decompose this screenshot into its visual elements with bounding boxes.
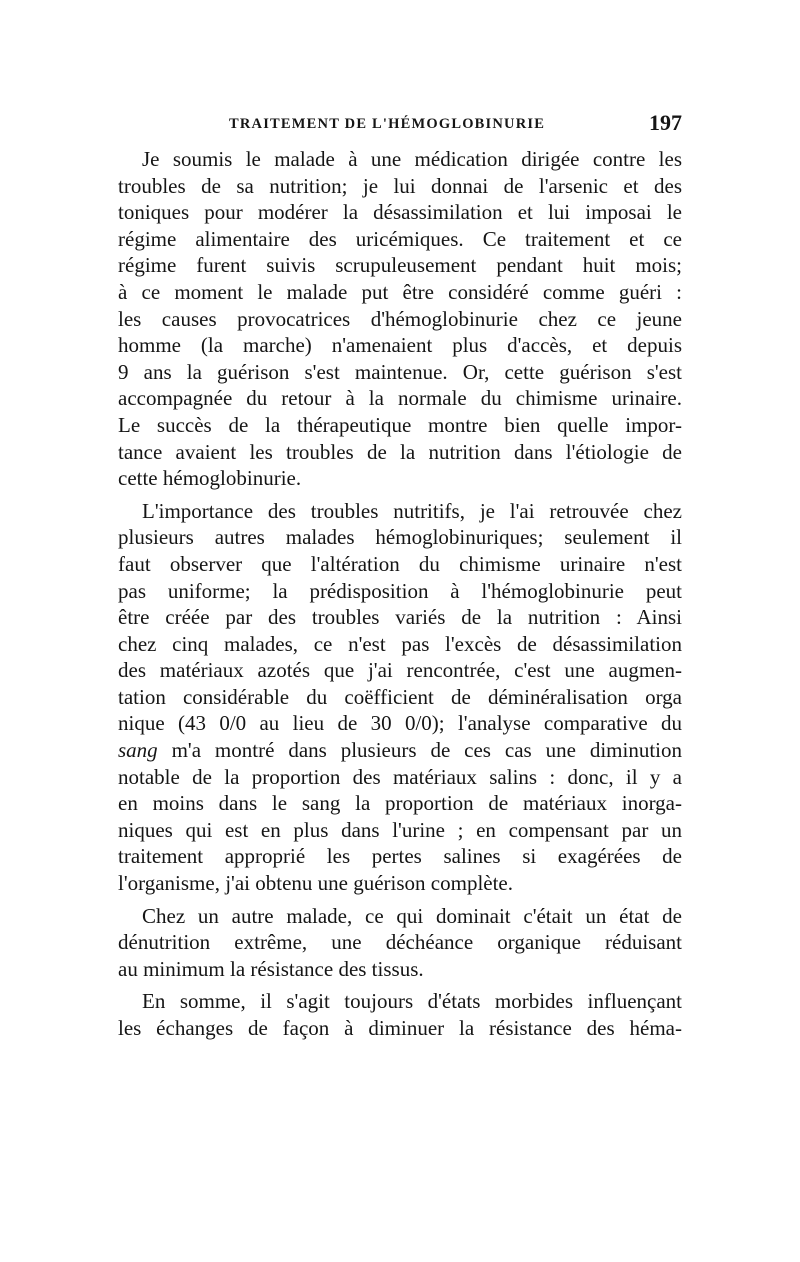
text-line: 9 ans la guérison s'est maintenue. Or, cette guérison s'est (118, 359, 682, 384)
text-line: les causes provocatrices d'hémoglobinurie chez ce jeune (118, 306, 682, 331)
text-line: faut observer que l'altération du chimisme urinaire n'est (118, 551, 682, 576)
paragraph-1 (118, 146, 682, 492)
paragraph-3 (118, 903, 682, 983)
text-line: l'organisme, j'ai obtenu une guérison complète. (118, 871, 514, 896)
paragraph-4 (118, 988, 682, 1041)
text-line: cette hémoglobinurie. (118, 466, 302, 491)
book-page (118, 112, 682, 1042)
text-line: tation considérable du coëfficient de déminéralisation orga (118, 684, 682, 709)
text-line: pas uniforme; la prédisposition à l'hémoglobinurie peut (118, 578, 682, 603)
text-line: niques qui est en plus dans l'urine ; en compensant par un (118, 817, 682, 842)
text-line: en moins dans le sang la proportion de matériaux inorga- (118, 791, 682, 816)
text-line: les échanges de façon à diminuer la résistance des héma- (118, 1016, 682, 1040)
text-line: L'importance des troubles nutritifs, je l'ai retrouvée chez (142, 498, 682, 523)
text-line: traitement approprié les pertes salines si exagérées de (118, 844, 682, 869)
text-line: au minimum la résistance des tissus. (118, 956, 424, 981)
text-line: dénutrition extrême, une déchéance organique réduisant (118, 930, 682, 955)
text-line: régime alimentaire des uricémiques. Ce traitement et ce (118, 226, 682, 251)
text-line: chez cinq malades, ce n'est pas l'excès de désassimilation (118, 631, 682, 656)
text-line: troubles de sa nutrition; je lui donnai de l'arsenic et des (118, 173, 682, 198)
text-line: être créée par des troubles variés de la nutrition : Ainsi (118, 605, 682, 630)
text-line: toniques pour modérer la désassimilation et lui imposai le (118, 200, 682, 225)
text-line: régime furent suivis scrupuleusement pendant huit mois; (118, 253, 682, 278)
text-line: Chez un autre malade, ce qui dominait c'était un état de (142, 903, 682, 928)
paragraph-2 (118, 498, 682, 897)
running-title: TRAITEMENT DE L'HÉMOGLOBINURIE (229, 116, 546, 132)
text-line: Je soumis le malade à une médication dirigée contre les (142, 147, 682, 171)
text-line: tance avaient les troubles de la nutrition dans l'étiologie de (118, 439, 682, 464)
text-line: notable de la proportion des matériaux salins : donc, il y a (118, 764, 682, 789)
text-line: sang m'a montré dans plusieurs de ces cas une diminution (118, 738, 682, 763)
text-line: nique (43 0/0 au lieu de 30 0/0); l'analyse comparative du (118, 711, 682, 736)
text-line: à ce moment le malade put être considéré comme guéri : (118, 279, 682, 304)
text-line: accompagnée du retour à la normale du chimisme urinaire. (118, 386, 682, 411)
text-line: des matériaux azotés que j'ai rencontrée, c'est une augmen- (118, 658, 682, 683)
text-line: Le succès de la thérapeutique montre bien quelle impor- (118, 412, 682, 437)
text-line: plusieurs autres malades hémoglobinuriques; seulement il (118, 525, 682, 550)
text-line: homme (la marche) n'amenaient plus d'accès, et depuis (118, 333, 682, 358)
running-header (118, 112, 682, 146)
page-number: 197 (649, 110, 682, 135)
text-line: En somme, il s'agit toujours d'états morbides influençant (142, 989, 682, 1014)
